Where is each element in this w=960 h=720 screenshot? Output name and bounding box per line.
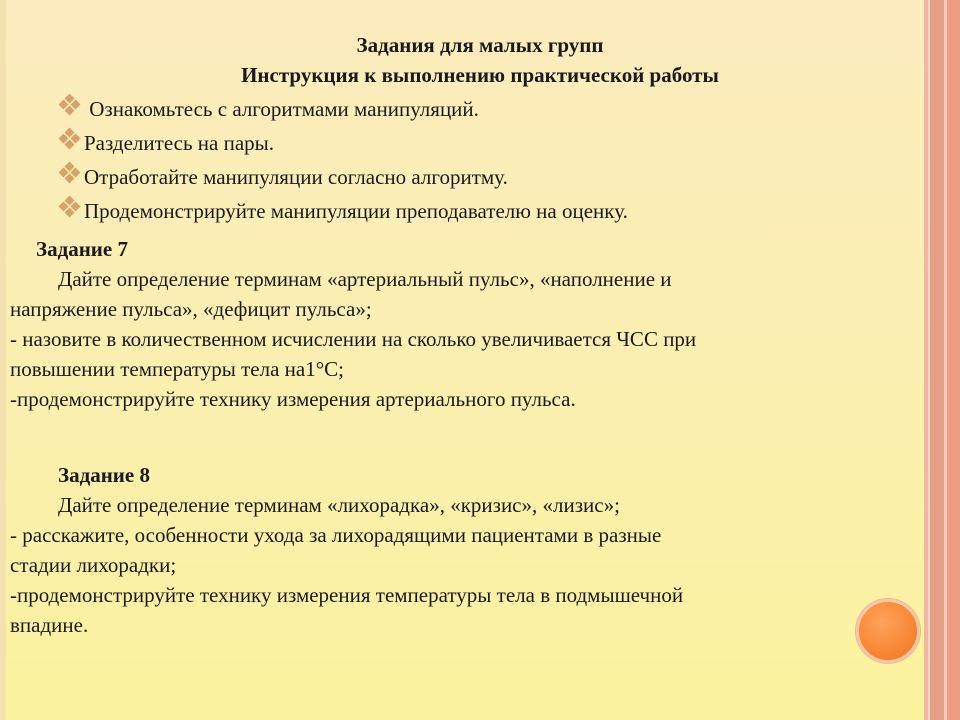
task-8-line: Дайте определение терминам «лихорадка», «кризис», «лизис»; xyxy=(58,493,620,517)
task-7-line: - назовите в количественном исчислении на сколько увеличивается ЧСС при xyxy=(10,327,697,351)
orange-circle-icon xyxy=(856,599,920,663)
instruction-text: Отработайте манипуляции согласно алгоритму. xyxy=(84,165,508,189)
instruction-text: Разделитесь на пары. xyxy=(84,131,275,155)
page-subtitle: Инструкция к выполнению практической работы xyxy=(241,63,719,87)
task-7-title: Задание 7 xyxy=(36,237,128,261)
task-8-section xyxy=(10,460,900,640)
task-8-title: Задание 8 xyxy=(58,463,150,487)
list-item xyxy=(60,160,628,194)
task-8-line: - расскажите, особенности ухода за лихорадящими пациентами в разные xyxy=(10,523,662,547)
list-item xyxy=(60,126,628,160)
task-7-section xyxy=(10,234,900,414)
instruction-text: Продемонстрируйте манипуляции преподавателю на оценку. xyxy=(84,199,628,223)
task-8-line: впадине. xyxy=(10,613,89,637)
diamond-bullet-icon xyxy=(60,197,80,217)
slide-left-edge xyxy=(0,0,6,720)
instruction-text: Ознакомьтесь с алгоритмами манипуляций. xyxy=(84,97,479,121)
instruction-list xyxy=(60,92,628,228)
task-7-line: -продемонстрируйте технику измерения артериального пульса. xyxy=(10,387,576,411)
diamond-bullet-icon xyxy=(60,129,80,149)
task-7-line: Дайте определение терминам «артериальный пульс», «наполнение и xyxy=(58,267,672,291)
diamond-bullet-icon xyxy=(60,95,80,115)
list-item xyxy=(60,194,628,228)
task-8-line: -продемонстрируйте технику измерения температуры тела в подмышечной xyxy=(10,583,684,607)
decorative-stripes xyxy=(924,0,960,720)
diamond-bullet-icon xyxy=(60,163,80,183)
page-title: Задания для малых групп xyxy=(356,33,604,57)
task-7-line: повышении температуры тела на1°С; xyxy=(10,357,344,381)
task-8-line: стадии лихорадки; xyxy=(10,553,177,577)
list-item xyxy=(60,92,628,126)
task-7-line: напряжение пульса», «дефицит пульса»; xyxy=(10,297,372,321)
